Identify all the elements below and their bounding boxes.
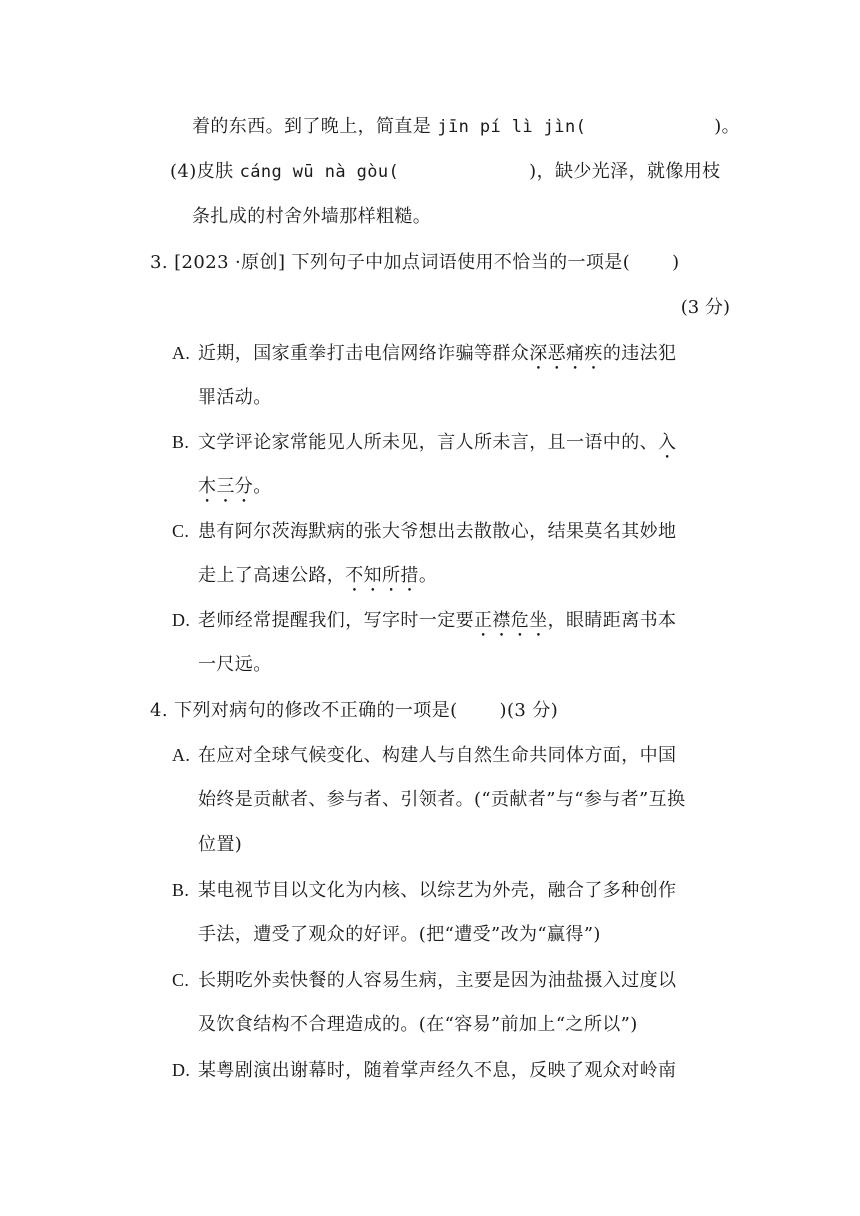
q4-option-b-line2: 手法，遭受了观众的好评。(把“遭受”改为“赢得”)	[198, 924, 601, 945]
q3-stem	[150, 251, 680, 275]
option-text: 文学评论家常能见人所未见，言人所未言，且一语中的、	[198, 432, 658, 453]
q3-option-a[interactable]	[172, 341, 676, 374]
q4-option-a-line2: 始终是贡献者、参与者、引领者。(“贡献者”与“参与者”互换	[198, 789, 686, 810]
q2-item4-line1	[170, 160, 721, 184]
option-text: 近期，国家重拳打击电信网络诈骗等群众	[198, 343, 530, 364]
option-text: 的违法犯	[602, 343, 677, 364]
q2-item3-text: 着的东西。到了晚上，简直是	[192, 116, 438, 137]
option-text: 罪活动。	[198, 387, 272, 408]
q3-option-b-line2	[198, 475, 272, 507]
q2-item4-pinyin: cáng wū nà gòu(	[239, 162, 400, 182]
option-label: B.	[172, 432, 190, 452]
q3-option-b[interactable]	[172, 430, 676, 463]
q2-item3-pinyin: jīn pí lì jìn(	[437, 117, 587, 137]
q2-item4-line2: 条扎成的村舍外墙那样粗糙。	[192, 206, 432, 227]
option-text: 一尺远。	[198, 654, 272, 675]
emphasized-word: 入	[658, 432, 677, 453]
q3-option-a-line2	[198, 386, 272, 418]
q3-option-c[interactable]	[172, 519, 676, 552]
option-label: A.	[172, 343, 191, 363]
emphasized-word: 正襟危坐	[474, 610, 548, 631]
q4-option-a-line3: 位置)	[198, 834, 243, 855]
option-text: 走上了高速公路，	[198, 565, 346, 586]
q2-item4-text: 皮肤	[196, 161, 240, 182]
q3-stem-close: )	[672, 252, 680, 273]
option-label: C.	[172, 521, 190, 541]
q3-option-c-line2	[198, 564, 437, 596]
option-text: ，眼睛距离书本	[547, 610, 677, 631]
q2-item3-tail: )。	[714, 116, 741, 137]
option-text: 老师经常提醒我们，写字时一定要	[198, 610, 474, 631]
q3-stem-text: 3. [2023 ·原创] 下列句子中加点词语使用不恰当的一项是(	[150, 252, 631, 273]
option-label: A.	[172, 745, 191, 765]
q2-item4-tail: )，缺少光泽，就像用枝	[529, 161, 721, 182]
q3-option-d-line2	[198, 653, 272, 685]
q4-stem	[150, 699, 558, 723]
emphasized-word: 深恶痛疾	[529, 343, 603, 364]
option-text: 患有阿尔茨海默病的张大爷想出去散散心，结果莫名其妙地	[198, 521, 677, 542]
option-label: B.	[172, 880, 190, 900]
q2-item3-line	[192, 115, 740, 139]
option-label: D.	[172, 610, 191, 630]
option-text: 某粤剧演出谢幕时，随着掌声经久不息，反映了观众对岭南	[198, 1060, 677, 1081]
option-text: 长期吃外卖快餐的人容易生病，主要是因为油盐摄入过度以	[198, 970, 677, 991]
q4-option-d[interactable]	[172, 1058, 676, 1083]
q4-option-c[interactable]	[172, 968, 676, 993]
option-text: 在应对全球气候变化、构建人与自然生命共同体方面，中国	[198, 745, 677, 766]
q4-option-c-line2: 及饮食结构不合理造成的。(在“容易”前加上“之所以”)	[198, 1014, 638, 1035]
q4-stem-close: )(3 分)	[499, 700, 559, 721]
option-label: C.	[172, 970, 190, 990]
q3-score: (3 分)	[680, 297, 730, 318]
emphasized-word: 木三分	[198, 476, 254, 497]
emphasized-word: 不知所措	[345, 565, 419, 586]
option-text: 。	[253, 476, 272, 497]
option-text: 某电视节目以文化为内核、以综艺为外壳，融合了多种创作	[198, 880, 677, 901]
q4-option-a[interactable]	[172, 743, 676, 768]
option-label: D.	[172, 1060, 191, 1080]
option-text: 。	[418, 565, 438, 586]
q2-item4-number: (4)	[170, 161, 197, 182]
q4-option-b[interactable]	[172, 878, 676, 903]
q3-option-d[interactable]	[172, 608, 676, 641]
q4-stem-text: 4. 下列对病句的修改不正确的一项是(	[150, 700, 458, 721]
